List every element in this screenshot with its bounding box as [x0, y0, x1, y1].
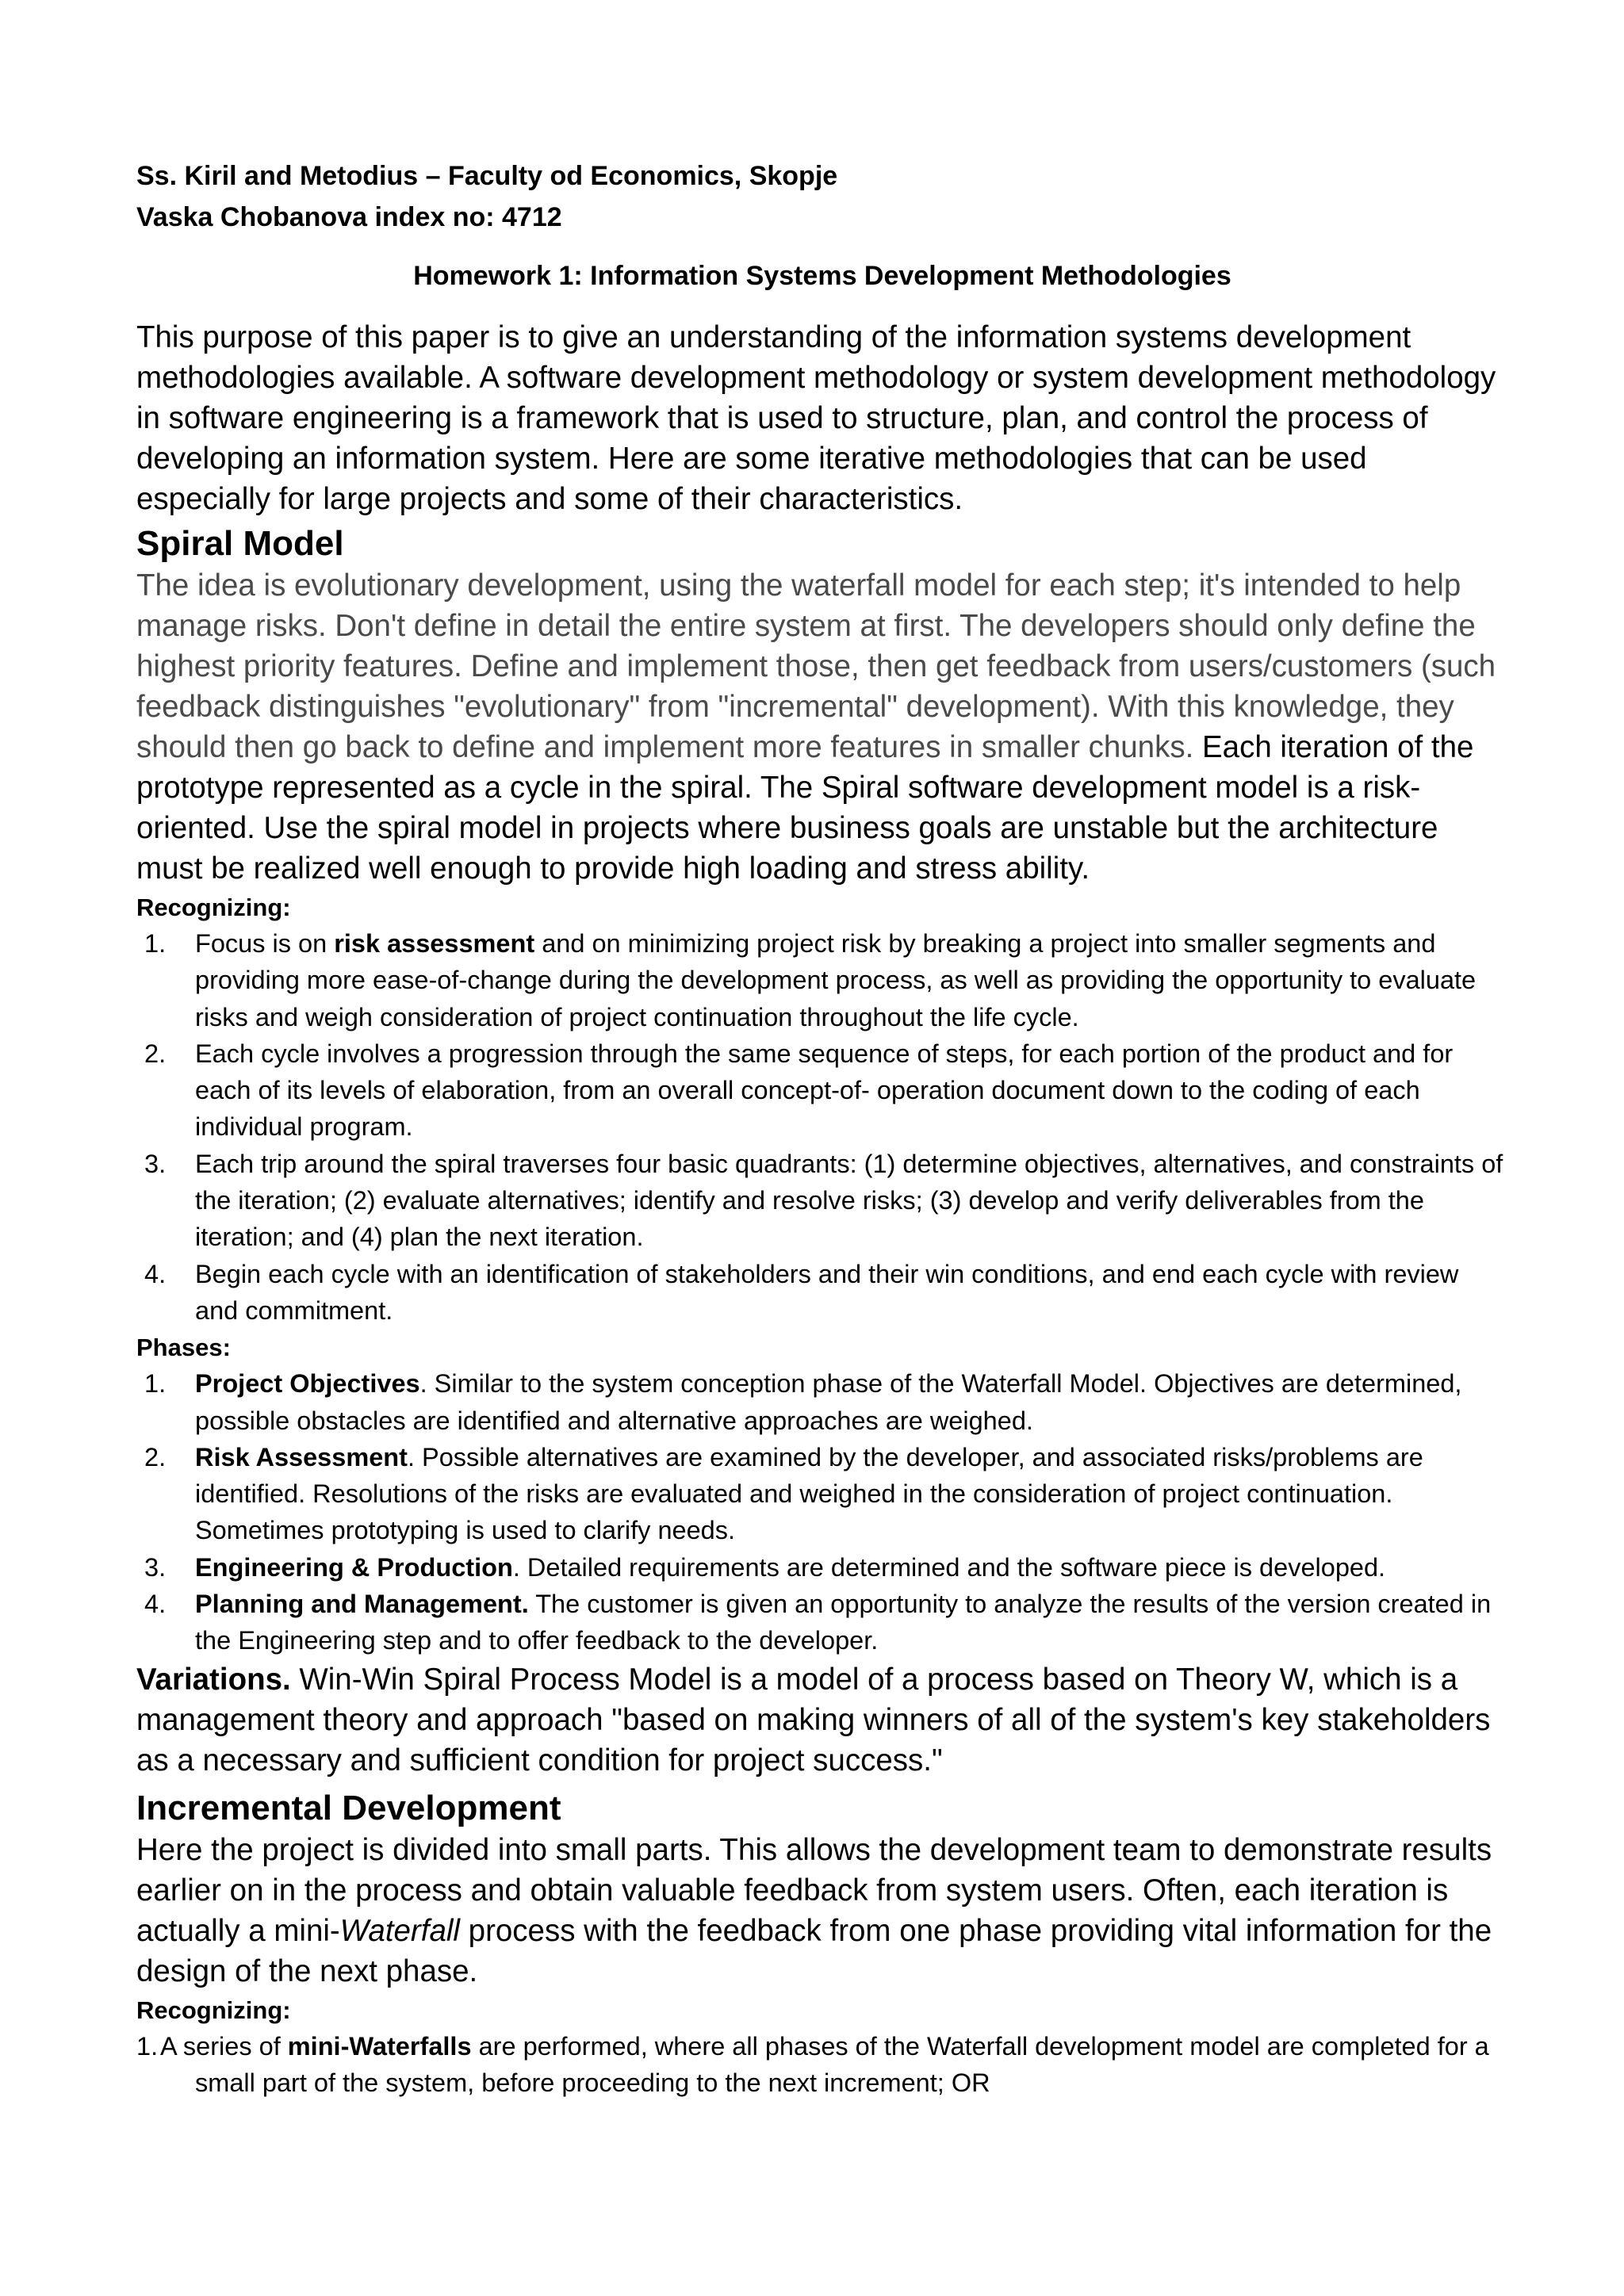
- intro-paragraph: This purpose of this paper is to give an understanding of the information systems development methodologies available. A software development methodology or system development methodology in software engineering is a framework that is used to structure, plan, and control the process of developing an information system. Here are some iterative methodologies that can be used especially for large projects and some of their characteristics.: [136, 320, 1496, 516]
- item-text: . Similar to the system conception phase of the Waterfall Model. Objectives are determined, possible obstacles are identified and alternative approaches are weighed.: [195, 1369, 1462, 1435]
- item-text: The customer is given an opportunity to analyze the results of the version created in the Engineering step and to offer feedback to the developer.: [195, 1590, 1492, 1655]
- phase-name: Planning and Management.: [195, 1590, 529, 1619]
- spiral-paragraph-grey: The idea is evolutionary development, using the waterfall model for each step; it's intended to help manage risks. Don't define in detail the entire system at first. The developers should only define the highest priority features. Define and implement those, then get feedback from users/customers (such feedback distinguishes "evolutionary" from "incremental" development). With this knowledge, they should then go back to define and implement more features in smaller chunks.: [136, 568, 1496, 764]
- incremental-italic-text: Waterfall: [339, 1913, 460, 1948]
- item-text: Focus is on: [195, 929, 335, 958]
- item-text: and on minimizing project risk by breaking a project into smaller segments and providing more ease-of-change during the development process, as well as providing the opportunity to evaluate risks and weigh consideration of project continuation throughout the life cycle.: [195, 929, 1477, 1031]
- spiral-paragraph-black: Each iteration of the prototype represented as a cycle in the spiral. The Spiral software development model is a risk-oriented. Use the spiral model in projects where business goals are unstable but the architecture must be realized well enough to provide high loading and stress ability.: [136, 730, 1474, 886]
- header-institution: Ss. Kiril and Metodius – Faculty od Economics, Skopje: [136, 161, 838, 191]
- spiral-model-paragraph: [136, 565, 1508, 889]
- list-item: [136, 925, 1508, 1035]
- list-number: 2.: [144, 1442, 167, 1471]
- list-number: 4.: [144, 1590, 167, 1619]
- item-text: are performed, where all phases of the Waterfall development model are completed for a small part of the system, before proceeding to the next increment; OR: [195, 2031, 1489, 2097]
- list-item: [136, 1256, 1508, 1330]
- item-text: . Detailed requirements are determined and the software piece is developed.: [512, 1552, 1386, 1582]
- variations-paragraph: [136, 1659, 1508, 1781]
- list-number: 4.: [144, 1259, 167, 1288]
- incremental-development-heading: Incremental Development: [136, 1788, 561, 1827]
- header-author: Vaska Chobanova index no: 4712: [136, 202, 562, 232]
- spiral-recognizing-label: Recognizing:: [136, 894, 291, 921]
- list-item: [136, 1146, 1508, 1256]
- item-text: Begin each cycle with an identification of stakeholders and their win conditions, and end each cycle with review and commitment.: [195, 1259, 1459, 1325]
- homework-title: Homework 1: Information Systems Development Methodologies: [413, 261, 1231, 291]
- list-number: 1.: [144, 1369, 167, 1399]
- list-number: 2.: [144, 1039, 167, 1068]
- incremental-paragraph: [136, 1830, 1508, 1992]
- phase-name: Engineering & Production: [195, 1552, 513, 1582]
- variations-label: Variations.: [136, 1662, 291, 1697]
- list-item: [136, 2028, 1508, 2102]
- item-text: Each cycle involves a progression through the same sequence of steps, for each portion of the product and for each of its levels of elaboration, from an overall concept-of- operation document down to the coding of each individual program.: [195, 1039, 1454, 1142]
- spiral-model-heading: Spiral Model: [136, 524, 344, 563]
- spiral-phases-list: [136, 1365, 1508, 1659]
- list-number: 3.: [144, 1149, 167, 1178]
- list-item: [136, 1035, 1508, 1146]
- variations-text: Win-Win Spiral Process Model is a model of a process based on Theory W, which is a management theory and approach "based on making winners of all of the system's key stakeholders as a necessary and sufficient condition for project success.": [136, 1662, 1491, 1777]
- document-content: [136, 155, 1508, 2101]
- item-text: A series of: [160, 2031, 288, 2061]
- list-item: [136, 1549, 1508, 1586]
- phase-name: Project Objectives: [195, 1369, 420, 1399]
- list-item: [136, 1365, 1508, 1439]
- incremental-text: Here the project is divided into small parts. This allows the development team to demonstrate results earlier on in the process and obtain valuable feedback from system users. Often, each iteration is actually a mini-: [136, 1832, 1492, 1948]
- list-item: [136, 1439, 1508, 1549]
- incremental-text: process with the feedback from one phase providing vital information for the design of the next phase.: [136, 1913, 1492, 1988]
- item-bold-text: risk assessment: [334, 929, 535, 958]
- incremental-recognizing-list: [136, 2028, 1508, 2102]
- spiral-phases-label: Phases:: [136, 1334, 231, 1362]
- list-number: 3.: [144, 1552, 167, 1582]
- item-text: Each trip around the spiral traverses four basic quadrants: (1) determine objectives, alternatives, and constraints of the iteration; (2) evaluate alternatives; identify and resolve risks; (3) develop and verify deliverables from the iteration; and (4) plan the next iteration.: [195, 1149, 1503, 1252]
- item-bold-text: mini-Waterfalls: [287, 2031, 472, 2061]
- incremental-recognizing-label: Recognizing:: [136, 1996, 291, 2024]
- item-text: . Possible alternatives are examined by the developer, and associated risks/problems are identified. Resolutions of the risks are evaluated and weighed in the consideration of project continuation. Sometimes prototyping is used to clarify needs.: [195, 1442, 1423, 1545]
- list-item: [136, 1586, 1508, 1659]
- phase-name: Risk Assessment: [195, 1442, 408, 1471]
- spiral-recognizing-list: [136, 925, 1508, 1329]
- list-number: 1.: [136, 2031, 159, 2061]
- list-number: 1.: [144, 929, 167, 958]
